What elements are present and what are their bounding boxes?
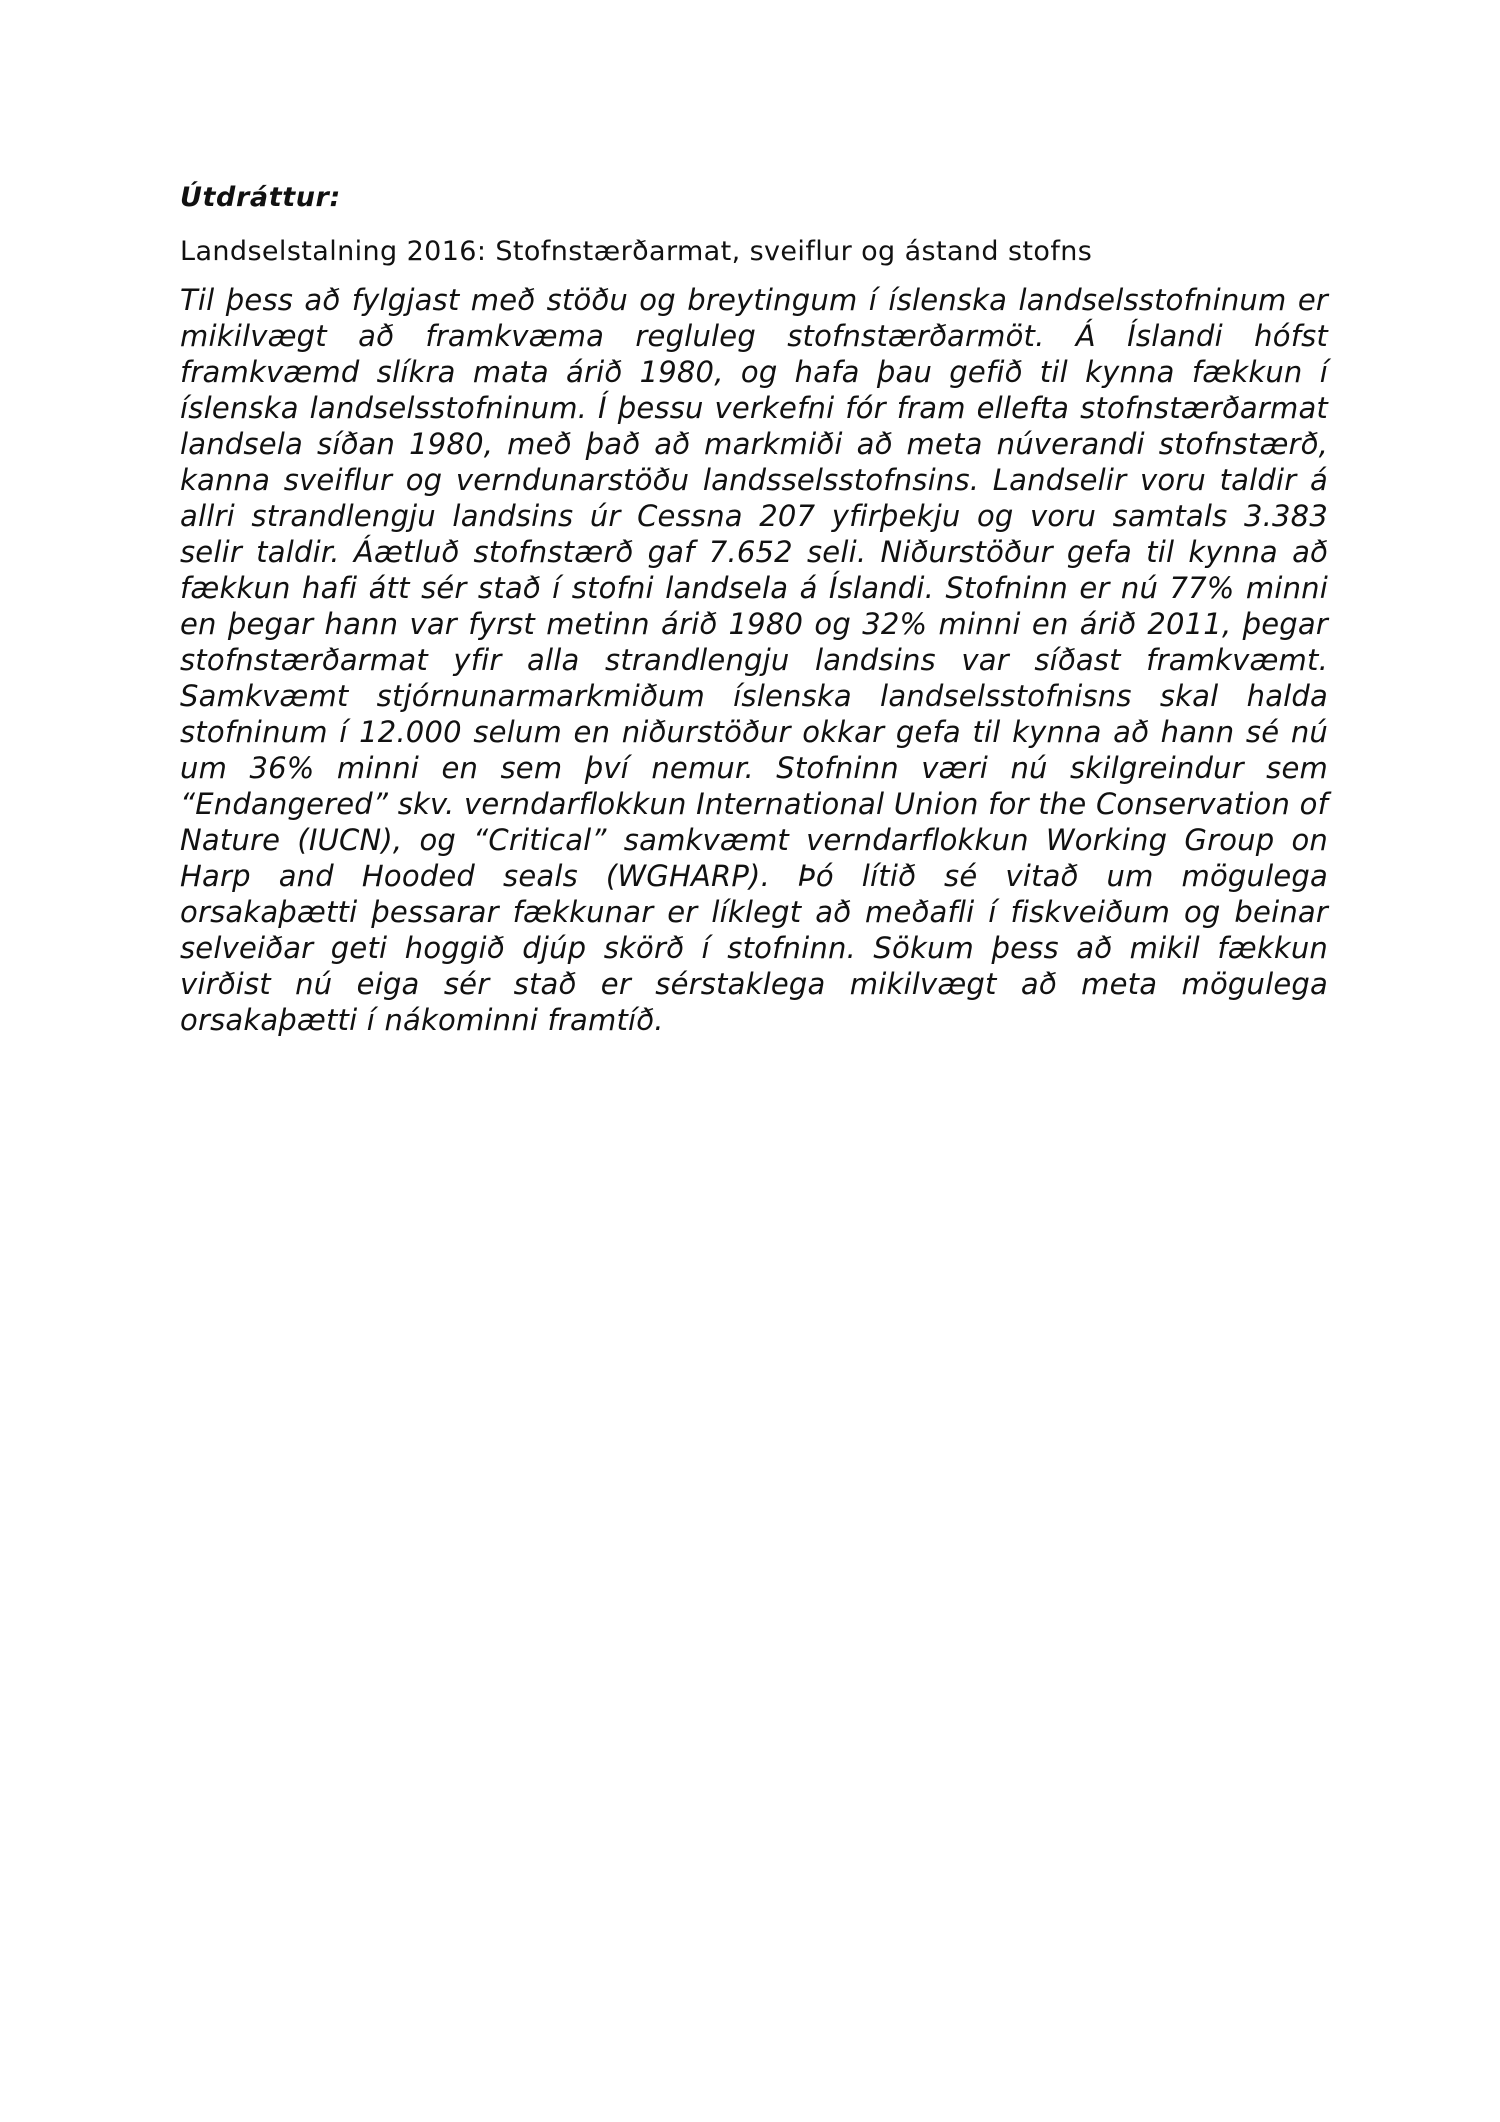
document-subtitle: Landselstalning 2016: Stofnstærðarmat, sveiflur og ástand stofns: [180, 236, 1093, 267]
abstract-heading: Útdráttur:: [180, 182, 341, 213]
abstract-section: [180, 180, 1328, 1038]
abstract-paragraph: Til þess að fylgjast með stöðu og breytingum í íslenska landselsstofninum er mikilvægt að framkvæma regluleg stofnstærðarmöt. Á Íslandi hófst framkvæmd slíkra mata árið 1980, og hafa þau gefið til kynna fækkun í íslenska landselsstofninum. Í þessu verkefni fór fram ellefta stofnstærðarmat landsela síðan 1980, með það að markmiði að meta núverandi stofnstærð, kanna sveiflur og verndunarstöðu landsselsstofnsins. Landselir voru taldir á allri strandlengju landsins úr Cessna 207 yfirþekju og voru samtals 3.383 selir taldir. Áætluð stofnstærð gaf 7.652 seli. Niðurstöður gefa til kynna að fækkun hafi átt sér stað í stofni landsela á Íslandi. Stofninn er nú 77% minni en þegar hann var fyrst metinn árið 1980 og 32% minni en árið 2011, þegar stofnstærðarmat yfir alla strandlengju landsins var síðast framkvæmt. Samkvæmt stjórnunarmarkmiðum íslenska landselsstofnisns skal halda stofninum í 12.000 selum en niðurstöður okkar gefa til kynna að hann sé nú um 36% minni en sem því nemur. Stofninn væri nú skilgreindur sem “Endangered” skv. verndarflokkun International Union for the Conservation of Nature (IUCN), og “Critical” samkvæmt verndarflokkun Working Group on Harp and Hooded seals (WGHARP). Þó lítið sé vitað um mögulega orsakaþætti þessarar fækkunar er líklegt að meðafli í fiskveiðum og beinar selveiðar geti hoggið djúp skörð í stofninn. Sökum þess að mikil fækkun virðist nú eiga sér stað er sérstaklega mikilvægt að meta mögulega orsakaþætti í nákominni framtíð.: [180, 283, 1328, 1037]
